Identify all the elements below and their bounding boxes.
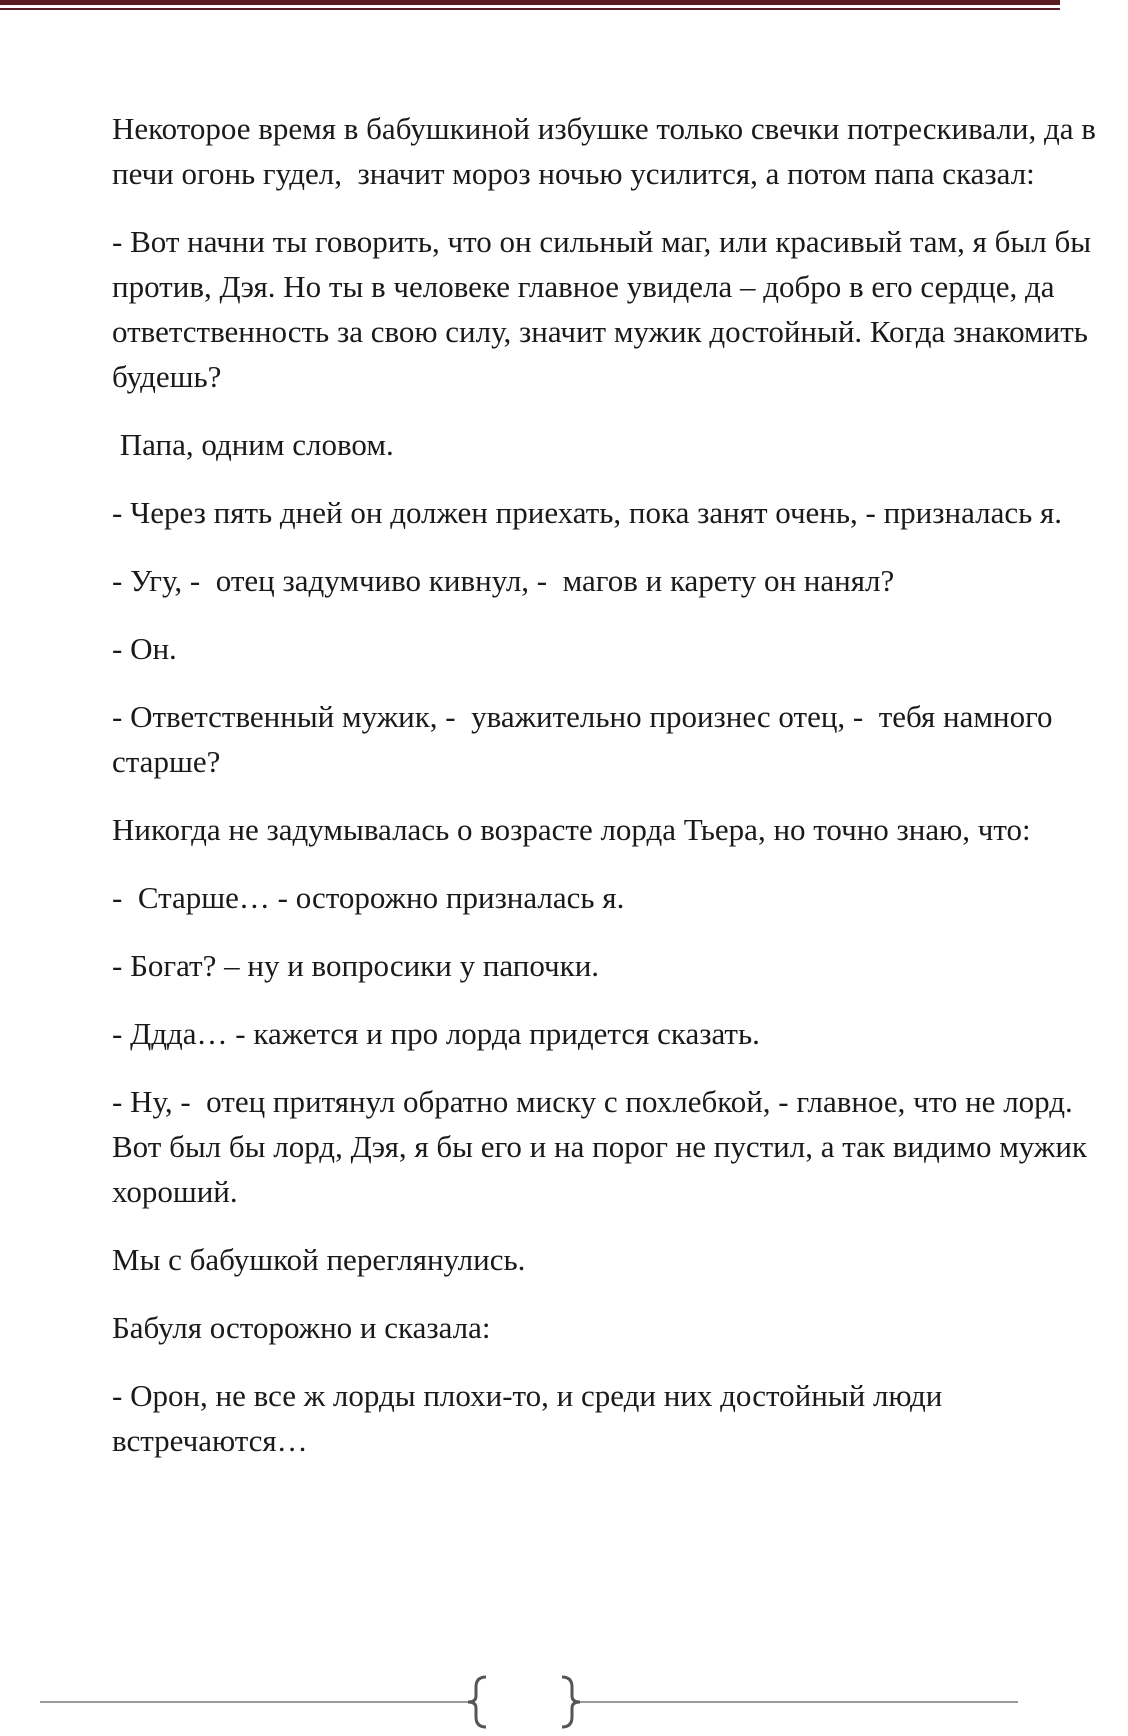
paragraph: - Угу, - отец задумчиво кивнул, - магов и карету он нанял? xyxy=(112,563,895,598)
paragraph: Никогда не задумывалась о возрасте лорда Тьера, но точно знаю, что: xyxy=(112,812,1031,847)
paragraph: - Он. xyxy=(112,631,177,666)
header-rule-thick xyxy=(0,0,1060,5)
paragraph: - Через пять дней он должен приехать, пока занят очень, - призналась я. xyxy=(112,495,1063,530)
header-rule-thin xyxy=(0,8,1060,10)
paragraph: - Орон, не все ж лорды плохи-то, и среди них достойный люди встречаются… xyxy=(112,1378,951,1458)
left-brace-icon xyxy=(468,1677,486,1727)
paragraph: - Ддда… - кажется и про лорда придется сказать. xyxy=(112,1016,760,1051)
paragraph: - Ответственный мужик, - уважительно произнес отец, - тебя намного старше? xyxy=(112,699,1061,779)
page-text xyxy=(112,106,1102,1486)
page-footer xyxy=(40,1672,1018,1732)
paragraph: Некоторое время в бабушкиной избушке только свечки потрескивали, да в печи огонь гудел, значит мороз ночью усилится, а потом папа сказал: xyxy=(112,111,1104,191)
paragraph: Мы с бабушкой переглянулись. xyxy=(112,1242,526,1277)
paragraph: - Старше… - осторожно призналась я. xyxy=(112,880,625,915)
paragraph: Бабуля осторожно и сказала: xyxy=(112,1310,491,1345)
paragraph: - Ну, - отец притянул обратно миску с похлебкой, - главное, что не лорд. Вот был бы лорд, Дэя, я бы его и на порог не пустил, а так видимо мужик хороший. xyxy=(112,1084,1095,1209)
footer-ornament xyxy=(40,1672,1018,1732)
paragraph: - Вот начни ты говорить, что он сильный маг, или красивый там, я был бы против, Дэя. Но ты в человеке главное увидела – добро в его сердце, да ответственность за свою силу, значит мужик достойный. Когда знакомить будешь? xyxy=(112,224,1099,394)
paragraph: Папа, одним словом. xyxy=(112,427,394,462)
paragraph: - Богат? – ну и вопросики у папочки. xyxy=(112,948,600,983)
right-brace-icon xyxy=(562,1677,580,1727)
header-rule xyxy=(0,0,1060,12)
